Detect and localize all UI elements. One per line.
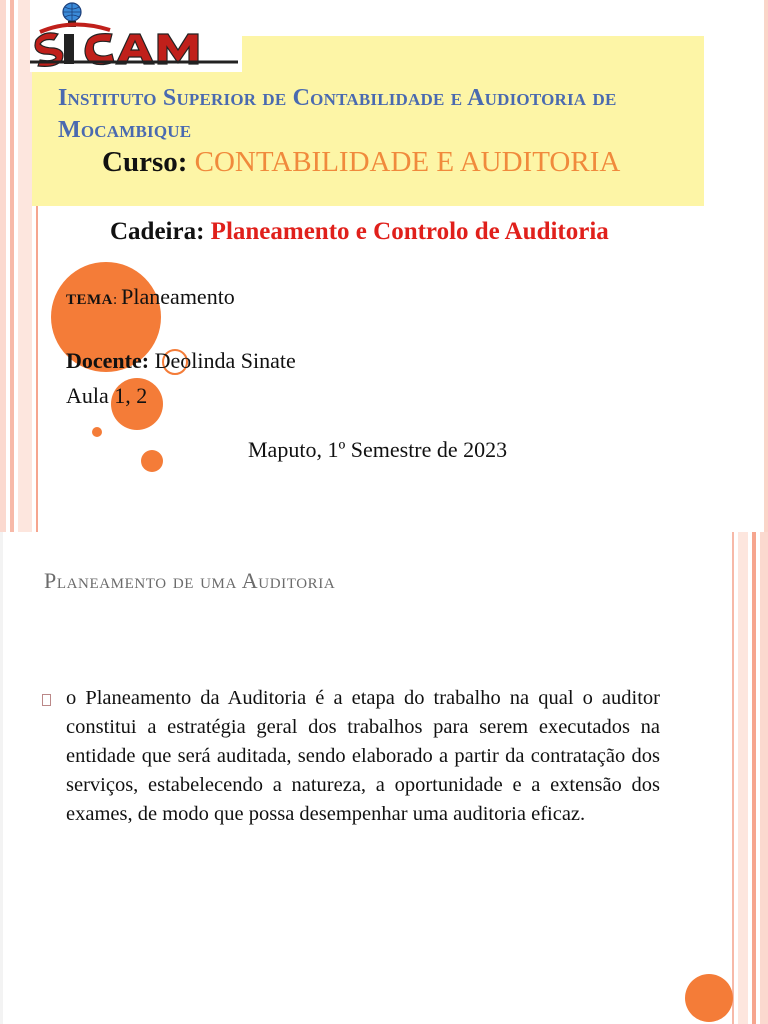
place-date: Maputo, 1º Semestre de 2023	[248, 437, 508, 462]
lesson-number: Aula 1, 2	[66, 383, 148, 408]
topic-value: Planeamento	[121, 284, 235, 309]
teacher-line	[66, 348, 296, 374]
subject-value: Planeamento e Controlo de Auditoria	[210, 218, 609, 245]
decorative-circle-small	[92, 427, 102, 437]
teacher-value: Deolinda Sinate	[154, 348, 296, 373]
topic-line	[66, 284, 235, 310]
decorative-stripe	[10, 0, 14, 532]
body-paragraph: o Planeamento da Auditoria é a etapa do trabalho na qual o auditor constitui a estratégia geral dos trabalhos para serem executados na entidade que será auditada, sendo elaborado a partir da contratação dos serviços, estabelecendo a natureza, a oportunidade e a extensão dos exames, de modo que possa desempenhar uma auditoria eficaz.	[66, 687, 660, 825]
decorative-stripe	[0, 532, 3, 1024]
slide-title: Planeamento de uma Auditoria	[44, 568, 336, 593]
content-slide	[0, 532, 768, 1024]
decorative-stripe	[18, 0, 32, 532]
subject-line	[110, 218, 609, 246]
bullet-icon	[42, 694, 51, 706]
institute-name: Instituto Superior de Contabilidade e Audiotoria de Mocambique	[58, 85, 617, 143]
decorative-stripe	[732, 532, 734, 1024]
decorative-stripe	[738, 532, 748, 1024]
header-box-tab	[32, 72, 54, 206]
course-value: CONTABILIDADE E AUDITORIA	[194, 146, 621, 178]
teacher-label: Docente:	[66, 348, 150, 373]
decorative-circle-small	[141, 450, 163, 472]
subject-label: Cadeira:	[110, 218, 205, 245]
decorative-stripe	[764, 0, 768, 532]
decorative-stripe	[760, 532, 768, 1024]
decorative-circle	[685, 974, 733, 1022]
iscam-logo	[30, 0, 242, 72]
course-label: Curso:	[102, 146, 188, 178]
decorative-stripe	[0, 0, 6, 532]
topic-colon: :	[113, 292, 118, 308]
topic-label: TEMA	[66, 292, 113, 308]
decorative-stripe	[752, 532, 756, 1024]
course-line	[102, 146, 620, 179]
